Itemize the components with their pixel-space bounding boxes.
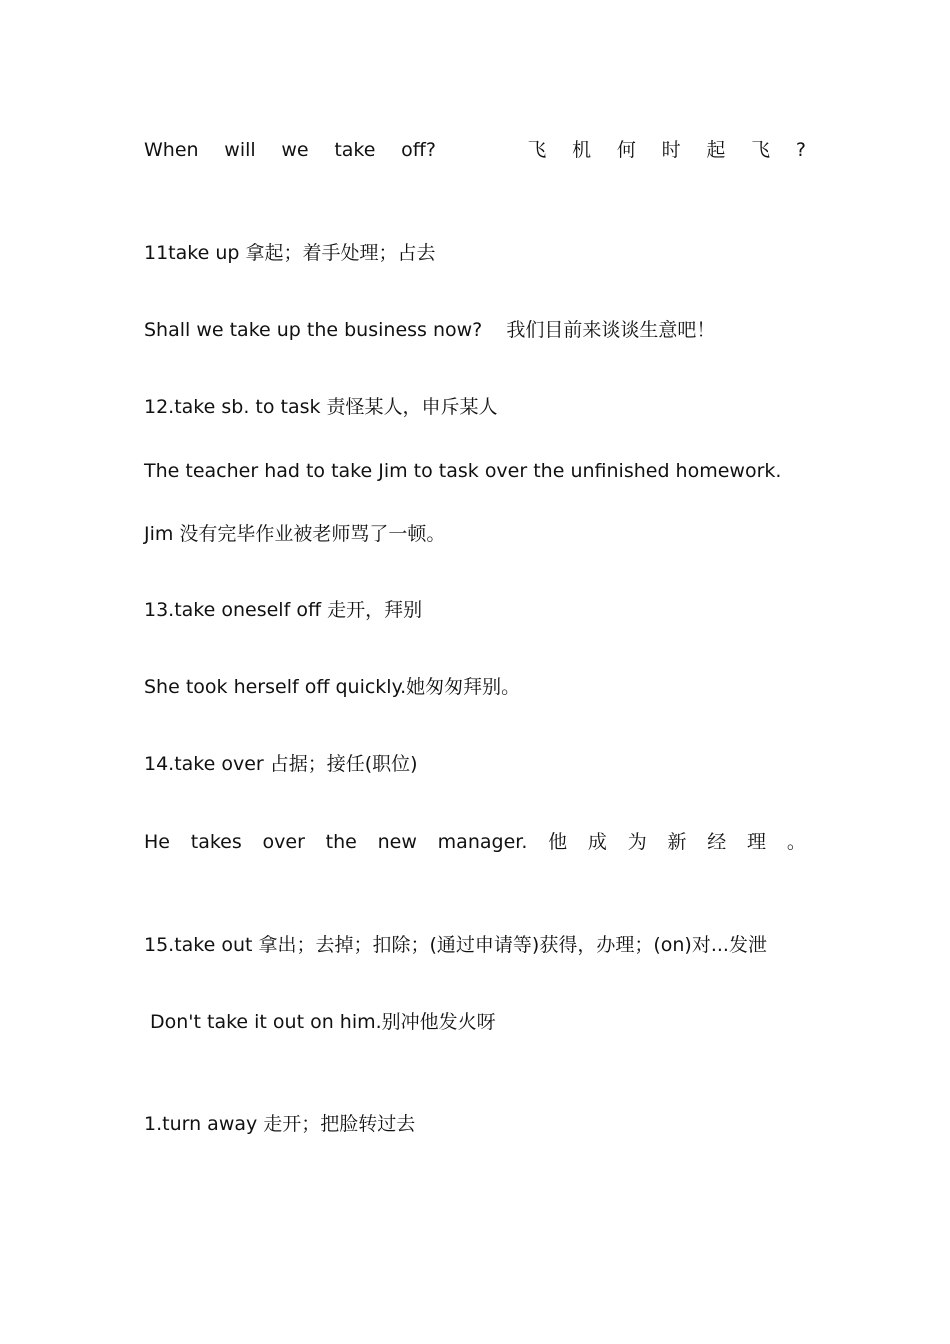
sentence-when-will-we-take-off xyxy=(144,138,806,162)
word: over xyxy=(262,831,305,853)
example-take-oneself-off: She took herself off quickly.她匆匆拜别。 xyxy=(144,676,521,698)
example-take-up: Shall we take up the business now? 我们目前来谈谈生意吧！ xyxy=(144,319,716,341)
word: ? xyxy=(795,139,806,161)
word: 飞 xyxy=(527,139,547,161)
word: 何 xyxy=(616,139,636,161)
word: 机 xyxy=(572,139,592,161)
word: 。 xyxy=(786,831,806,853)
word: the xyxy=(325,831,357,853)
word: 时 xyxy=(661,139,681,161)
entry-1-turn-away: 1.turn away 走开；把脸转过去 xyxy=(144,1113,416,1135)
entry-13-take-oneself-off: 13.take oneself off 走开，拜别 xyxy=(144,599,423,621)
entry-14-take-over: 14.take over 占据；接任(职位) xyxy=(144,753,418,775)
entry-12-take-to-task: 12.take sb. to task 责怪某人，申斥某人 xyxy=(144,396,498,418)
entry-11-take-up: 11take up 拿起；着手处理；占去 xyxy=(144,242,436,264)
word: 他 xyxy=(548,831,568,853)
word: 新 xyxy=(667,831,687,853)
word: 成 xyxy=(587,831,607,853)
word: 经 xyxy=(707,831,727,853)
word: takes xyxy=(190,831,242,853)
word: we xyxy=(281,139,309,161)
word: will xyxy=(224,139,256,161)
translation-take-to-task: Jim 没有完毕作业被老师骂了一顿。 xyxy=(144,523,446,545)
word: 飞 xyxy=(751,139,771,161)
word: 起 xyxy=(706,139,726,161)
word: When xyxy=(144,139,199,161)
word: manager. xyxy=(437,831,528,853)
example-take-out: Don't take it out on him.别冲他发火呀 xyxy=(150,1011,496,1033)
word: off? xyxy=(401,139,436,161)
entry-15-take-out: 15.take out 拿出；去掉；扣除；(通过申请等)获得，办理；(on)对...发泄 xyxy=(144,934,767,956)
word: take xyxy=(334,139,376,161)
example-take-over xyxy=(144,830,806,854)
word: new xyxy=(377,831,417,853)
word: 理 xyxy=(747,831,767,853)
word: 为 xyxy=(627,831,647,853)
word: He xyxy=(144,831,170,853)
example-take-to-task: The teacher had to take Jim to task over the unfinished homework. xyxy=(144,460,782,482)
spacer xyxy=(462,138,502,162)
